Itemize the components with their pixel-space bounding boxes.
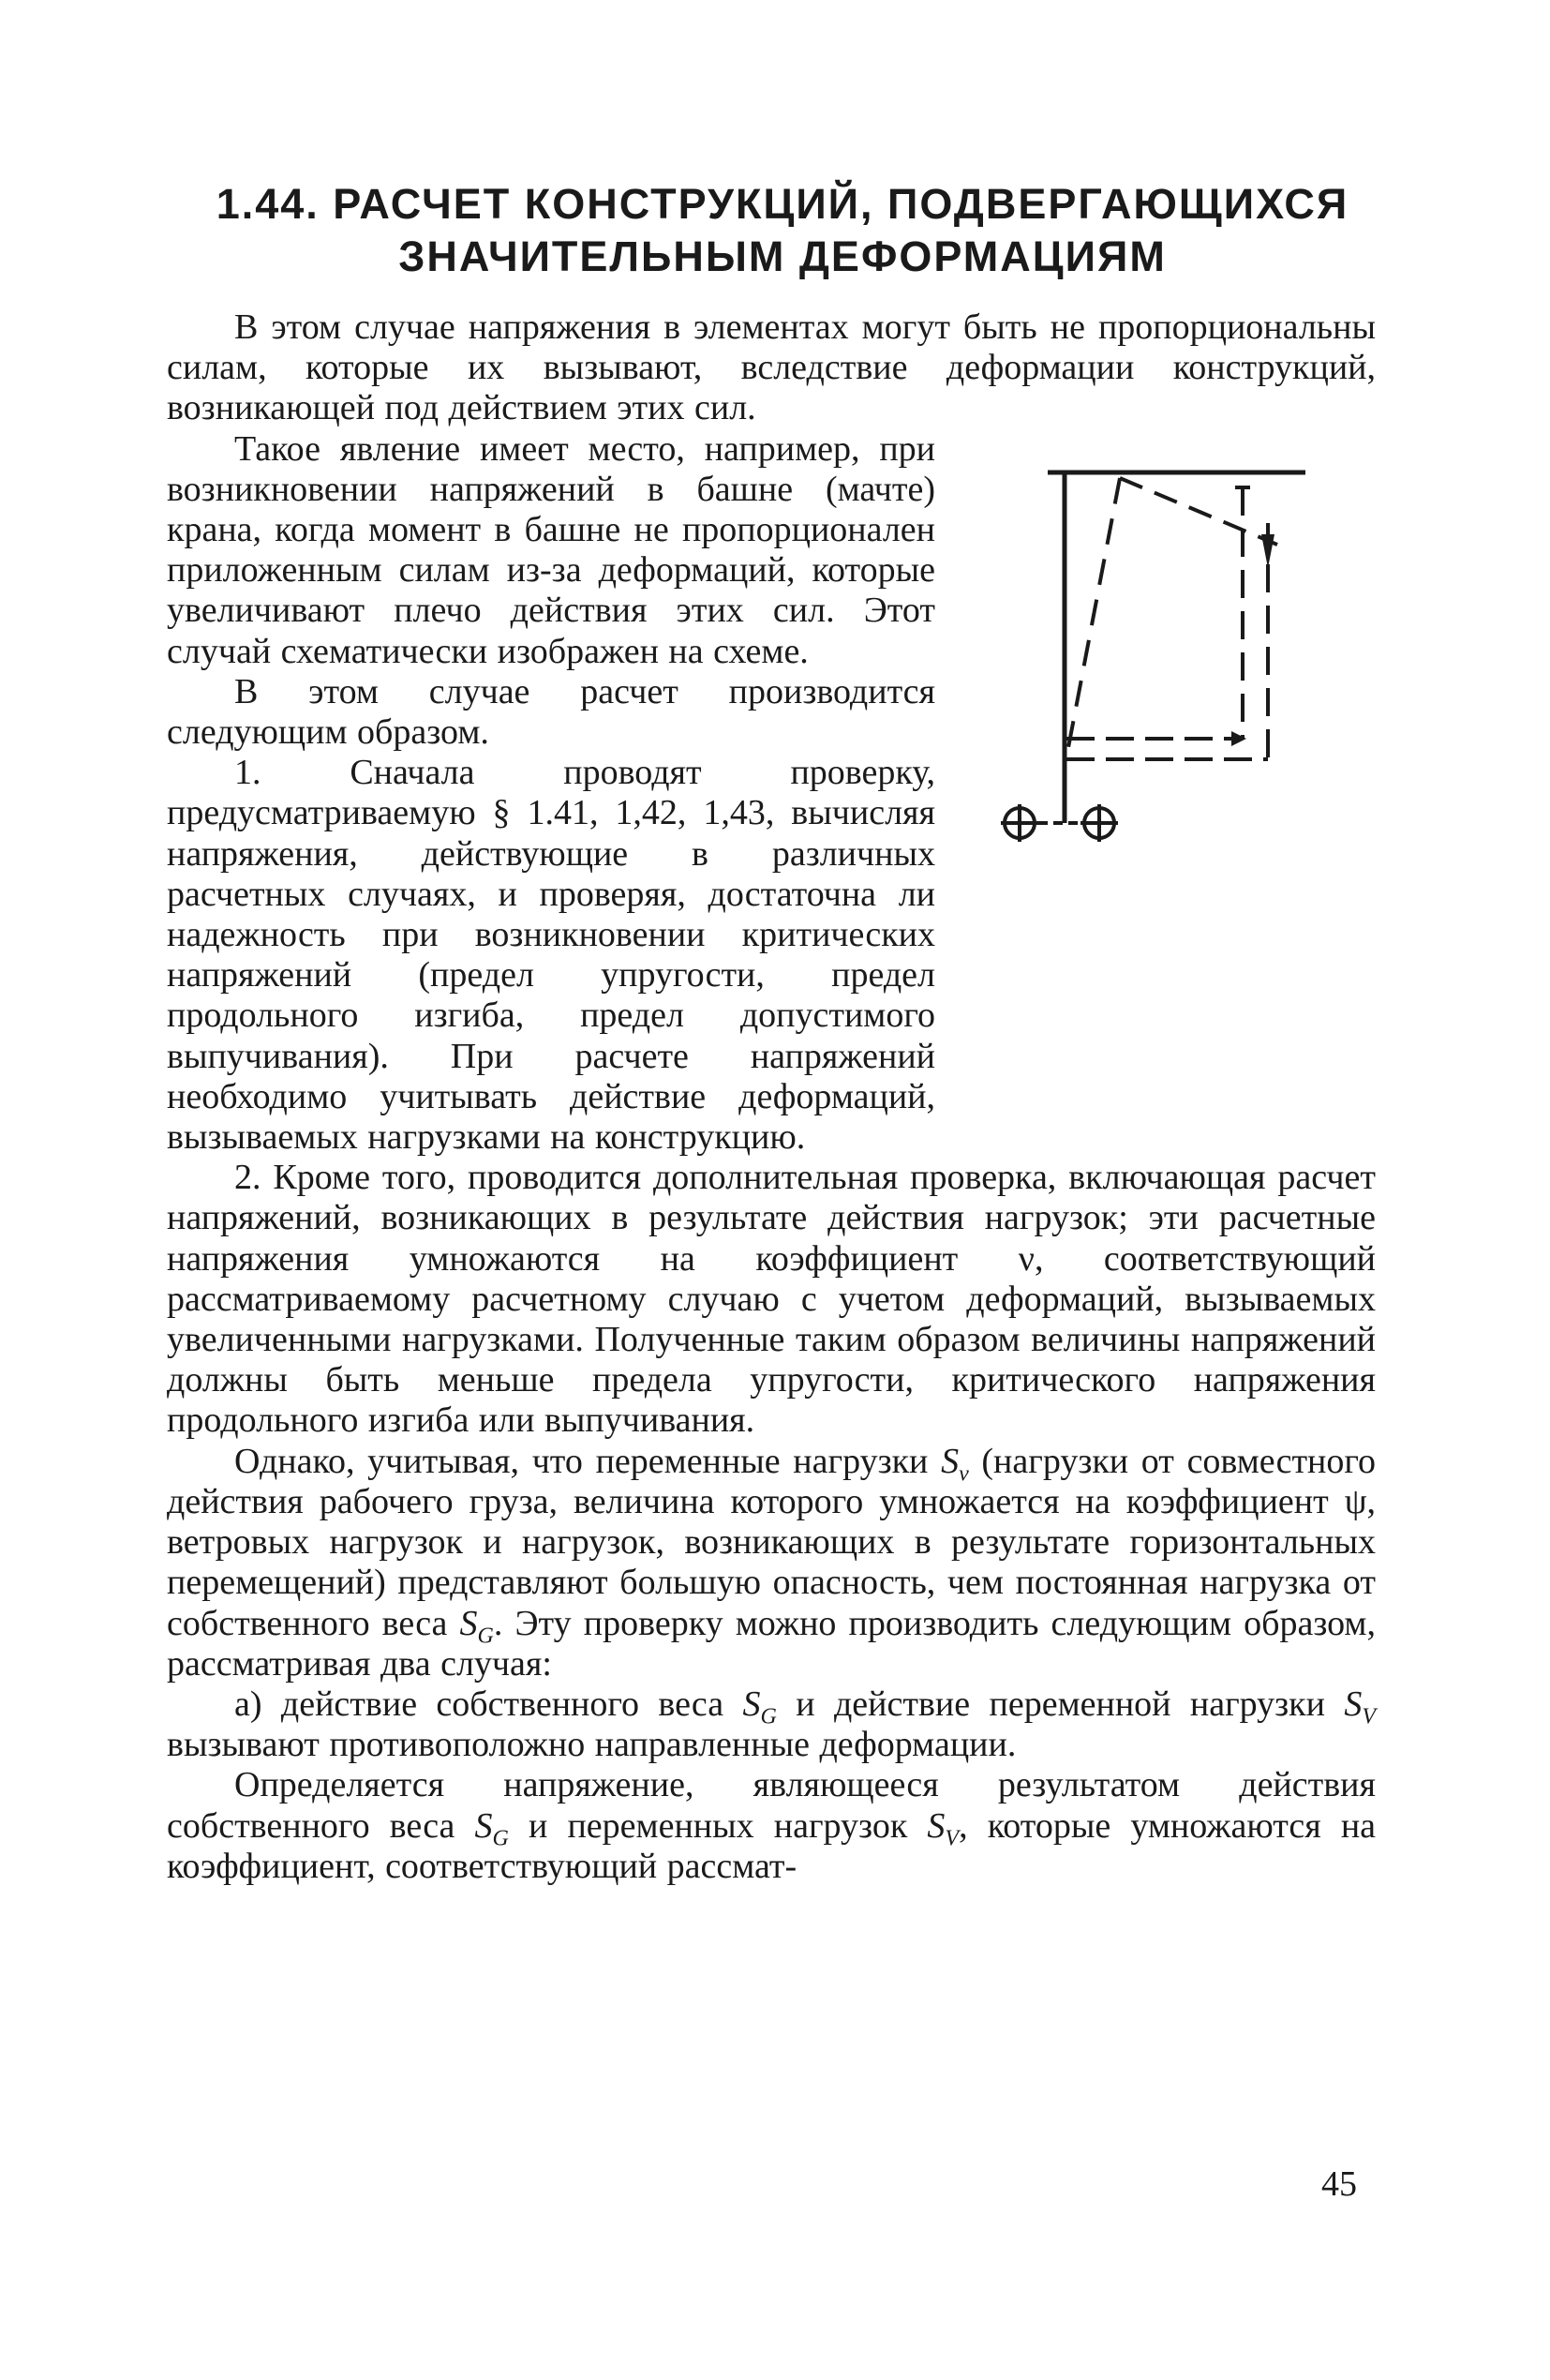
- subscript-g: G: [477, 1624, 494, 1649]
- subscript-g: G: [760, 1704, 777, 1729]
- symbol-s-v-cap: [927, 1805, 960, 1851]
- page-number: 45: [1321, 2164, 1357, 2204]
- paragraph-6: [167, 1442, 1376, 1684]
- paragraph-7-part-a: а) действие собственного веса: [234, 1684, 724, 1724]
- paragraph-2-text: Такое явление имеет место, например, при возникновении напряжений в башне (мачте) крана, когда момент в башне не пропорционален приложенным силам из-за деформаций, которые увеличивают плечо действия этих сил. Этот случай схематически изображен на схеме.: [167, 428, 935, 671]
- paragraph-7-part-c: вызывают противоположно направленные деформации.: [167, 1725, 1017, 1765]
- subscript-v-cap: V: [945, 1826, 960, 1851]
- paragraph-8-part-a: Определяется напряжение, являющееся результатом действия собственного веса: [167, 1765, 1376, 1846]
- paragraph-5: 2. Кроме того, проводится дополнительная проверка, включающая расчет напряжений, возникающих в результате действия нагрузок; эти расчетные напряжения умножаются на коэффициент ν, соответствующий рассматриваемому расчетному случаю с учетом деформаций, вызываемых увеличенными нагрузками. Полученные таким образом величины напряжений должны быть меньше предела упругости, критического напряжения продольного изгиба или выпучивания.: [167, 1158, 1376, 1441]
- crane-tower-deformation-diagram-icon: [954, 429, 1376, 1123]
- paragraph-8: [167, 1765, 1376, 1887]
- paragraph-6-part-b: (нагрузки от совместного действия рабочего груза, величина которого умножается на коэффициент ψ, ветровых нагрузок и нагрузок, возникающих в результате горизонтальных перемещений) представляют большую опасность, чем постоянная нагрузка от собственного веса: [167, 1441, 1377, 1643]
- symbol-s: S: [459, 1603, 478, 1643]
- section-heading-line-2: ЗНАЧИТЕЛЬНЫМ ДЕФОРМАЦИЯМ: [398, 232, 1167, 280]
- symbol-s-g: [474, 1805, 509, 1851]
- paragraph-6-part-a: Однако, учитывая, что переменные нагрузки: [234, 1441, 929, 1481]
- symbol-s: S: [742, 1684, 761, 1724]
- symbol-s: S: [941, 1441, 960, 1481]
- symbol-s: S: [474, 1805, 493, 1846]
- paragraph-4: 1. Сначала проводят проверку, предусматриваемую § 1.41, 1,42, 1,43, вычисляя напряжения, действующие в различных расчетных случаях, и проверяя, достаточна ли надежность при возникновении критических напряжений (предел упругости, предел продольного изгиба, предел допустимого выпучивания). При расчете напряжений необходимо учитывать действие деформаций, вызываемых нагрузками на конструкцию.: [167, 753, 935, 1158]
- paragraph-2: [167, 429, 1376, 672]
- subscript-v-cap: V: [1362, 1704, 1377, 1729]
- paragraph-6-part-c: . Эту проверку можно производить следующим образом, рассматривая два случая:: [167, 1603, 1376, 1684]
- symbol-s-g: [459, 1603, 494, 1649]
- section-heading: [187, 178, 1378, 283]
- symbol-s-v: [941, 1441, 969, 1487]
- crane-tower-diagram: [954, 429, 1376, 1123]
- section-heading-line-1: 1.44. РАСЧЕТ КОНСТРУКЦИЙ, ПОДВЕРГАЮЩИХСЯ: [216, 180, 1349, 228]
- symbol-s: S: [927, 1805, 946, 1846]
- deformed-jib-dashed: [1120, 478, 1277, 545]
- body-text: [167, 307, 1376, 1887]
- subscript-v: v: [959, 1461, 969, 1487]
- symbol-s-g: [742, 1684, 777, 1729]
- deformed-mast-dashed: [1066, 478, 1120, 757]
- paragraph-8-part-c: , которые умножаются на коэффициент, соответствующий рассмат-: [167, 1805, 1377, 1886]
- moment-arm-arrowhead: [1231, 731, 1246, 746]
- paragraph-8-part-b: и переменных нагрузок: [529, 1805, 908, 1846]
- subscript-g: G: [492, 1826, 509, 1851]
- paragraph-7-part-b: и действие переменной нагрузки: [796, 1684, 1325, 1724]
- symbol-s: S: [1344, 1684, 1363, 1724]
- symbol-s-v-cap: [1344, 1684, 1377, 1729]
- paragraph-1: В этом случае напряжения в элементах могут быть не пропорциональны силам, которые их вызывают, вследствие деформации конструкций, возникающей под действием этих сил.: [167, 307, 1376, 428]
- paragraph-3: В этом случае расчет производится следующим образом.: [167, 671, 935, 753]
- load-arrowhead: [1261, 534, 1274, 568]
- paragraph-7: [167, 1684, 1376, 1765]
